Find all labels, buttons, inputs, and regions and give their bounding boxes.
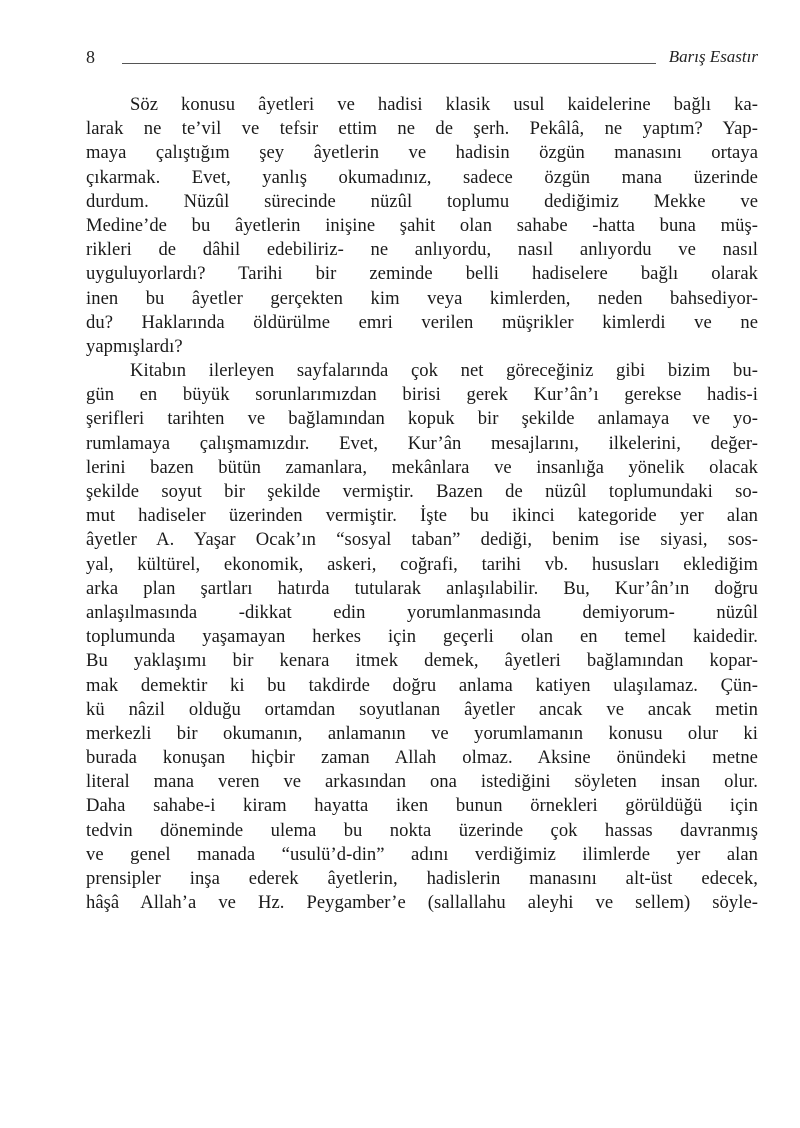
text-line: çıkarmak. Evet, yanlış okumadınız, sadece özgün mana üzerinde — [86, 166, 758, 188]
text-line: uyguluyorlardı? Tarihi bir zeminde belli hadiselere bağlı olarak — [86, 263, 758, 285]
text-line: kü nâzil olduğu ortamdan soyutlanan âyetler ancak ve ancak metin — [86, 698, 758, 720]
text-line: mut hadiseler üzerinden vermiştir. İşte bu ikinci kategoride yer alan — [86, 505, 758, 527]
text-line: hâşâ Allah’a ve Hz. Peygamber’e (sallallahu aleyhi ve sellem) söyle- — [86, 892, 758, 914]
paragraph-1 — [86, 93, 758, 359]
text-line: anlaşılmasında -dikkat edin yorumlanmasında demiyorum- nüzûl — [86, 601, 758, 623]
page-number: 8 — [86, 47, 95, 67]
text-line: Medine’de bu âyetlerin inişine şahit olan sahabe -hatta buna müş- — [86, 214, 758, 236]
paragraph-2 — [86, 359, 758, 915]
text-line: merkezli bir okumanın, anlamanın ve yorumlamanın konusu olur ki — [86, 722, 758, 744]
text-line: lerini bazen bütün zamanlara, mekânlara ve insanlığa yönelik olacak — [86, 456, 758, 478]
text-line: yapmışlardı? — [86, 335, 183, 357]
body-text — [86, 93, 758, 915]
text-line: arka plan şartları hatırda tutularak anlaşılabilir. Bu, Kur’ân’ın doğru — [86, 577, 758, 599]
text-line: Söz konusu âyetleri ve hadisi klasik usul kaidelerine bağlı ka- — [130, 94, 758, 115]
text-line: rikleri de dâhil edebiliriz- ne anlıyordu, nasıl anlıyordu ve nasıl — [86, 239, 758, 261]
text-line: mak demektir ki bu takdirde doğru anlama katiyen ulaşılamaz. Çün- — [86, 674, 758, 696]
text-line: rumlamaya çalışmamızdır. Evet, Kur’ân mesajlarını, ilkelerini, değer- — [86, 432, 758, 454]
header-rule — [122, 63, 656, 64]
text-line: Kitabın ilerleyen sayfalarında çok net göreceğiniz gibi bizim bu- — [130, 360, 758, 382]
text-line: du? Haklarında öldürülme emri verilen müşrikler kimlerdi ve ne — [86, 311, 758, 333]
page-header — [86, 46, 758, 70]
text-line: larak ne te’vil ve tefsir ettim ne de şerh. Pekâlâ, ne yaptım? Yap- — [86, 118, 758, 140]
text-line: tedvin döneminde ulema bu nokta üzerinde çok hassas davranmış — [86, 819, 758, 841]
running-head: Barış Esastır — [668, 47, 758, 66]
text-line: durdum. Nüzûl sürecinde nüzûl toplumu dediğimiz Mekke ve — [86, 190, 758, 212]
text-line: ve genel manada “usulü’d-din” adını verdiğimiz ilimlerde yer alan — [86, 843, 758, 865]
text-line: şekilde soyut bir şekilde vermiştir. Bazen de nüzûl toplumundaki so- — [86, 481, 758, 502]
text-line: yal, kültürel, ekonomik, askeri, coğrafi, tarihi vb. hususları eklediğim — [86, 553, 758, 575]
text-line: Daha sahabe-i kiram hayatta iken bunun örnekleri görüldüğü için — [86, 795, 758, 817]
text-line: prensipler inşa ederek âyetlerin, hadislerin manasını alt-üst edecek, — [86, 868, 758, 889]
text-line: toplumunda yaşamayan herkes için geçerli olan en temel kaidedir. — [86, 626, 758, 648]
text-line: gün en büyük sorunlarımızdan birisi gerek Kur’ân’ı gerekse hadis-i — [86, 384, 758, 406]
text-line: şerifleri tarihten ve bağlamından kopuk bir şekilde anlamaya ve yo- — [86, 408, 758, 430]
text-line: âyetler A. Yaşar Ocak’ın “sosyal taban” dediği, benim ise siyasi, sos- — [86, 529, 758, 551]
text-line: inen bu âyetler gerçekten kim veya kimlerden, neden bahsediyor- — [86, 287, 758, 309]
text-line: burada konuşan hiçbir zaman Allah olmaz. Aksine önündeki metne — [86, 747, 758, 769]
text-line: literal mana veren ve arkasından ona istediğini söyleten insan olur. — [86, 771, 758, 793]
text-line: Bu yaklaşımı bir kenara itmek demek, âyetleri bağlamından kopar- — [86, 650, 758, 672]
text-line: maya çalıştığım şey âyetlerin ve hadisin özgün manasını ortaya — [86, 142, 758, 164]
